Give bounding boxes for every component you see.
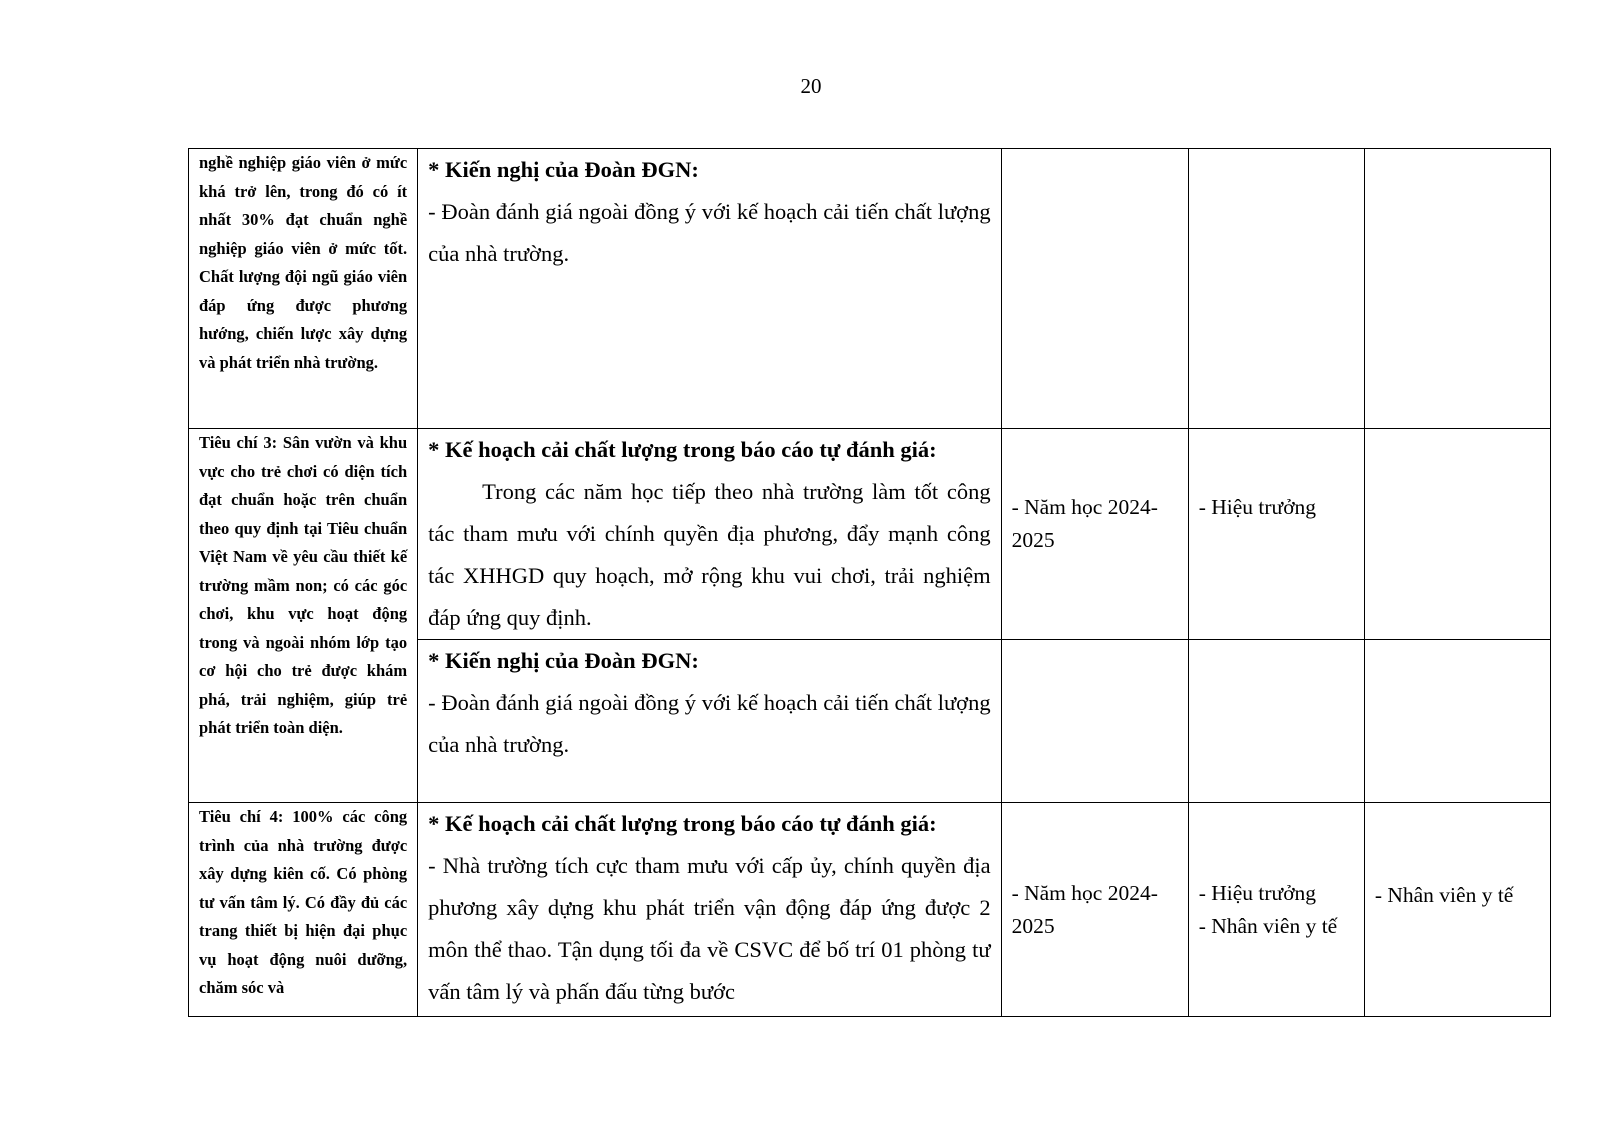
page-number: 20 <box>800 74 822 98</box>
responsible-cell <box>1188 803 1364 1017</box>
plan-heading: * Kiến nghị của Đoàn ĐGN: <box>428 157 699 182</box>
time-cell: - Năm học 2024-2025 <box>1001 429 1188 640</box>
criterion-cell: nghề nghiệp giáo viên ở mức khá trở lên, trong đó có ít nhất 30% đạt chuẩn nghề nghiệp giáo viên ở mức tốt. Chất lượng đội ngũ giáo viên đáp ứng được phương hướng, chiến lược xây dựng và phát triển nhà trường. <box>189 149 418 429</box>
table-row <box>189 803 1551 1017</box>
plan-text: - Nhà trường tích cực tham mưu với cấp ủy, chính quyền địa phương xây dựng khu phát triển vận động đáp ứng được 2 môn thể thao. Tận dụng tối đa về CSVC để bố trí 01 phòng tư vấn tâm lý và phấn đấu từng bước <box>428 853 991 1004</box>
time-cell: - Năm học 2024-2025 <box>1001 803 1188 1017</box>
responsible-cell <box>1188 149 1364 429</box>
support-cell: - Nhân viên y tế <box>1364 803 1550 1017</box>
responsible-cell: - Hiệu trưởng <box>1188 429 1364 640</box>
support-cell <box>1364 429 1550 640</box>
plan-cell <box>418 803 1001 1017</box>
plan-text: Trong các năm học tiếp theo nhà trường làm tốt công tác tham mưu với chính quyền địa phương, đẩy mạnh công tác XHHGD quy hoạch, mở rộng khu vui chơi, trải nghiệm đáp ứng quy định. <box>428 479 991 630</box>
responsible-item: - Nhân viên y tế <box>1198 913 1338 938</box>
criterion-cell: Tiêu chí 3: Sân vườn và khu vực cho trẻ chơi có diện tích đạt chuẩn hoặc trên chuẩn theo quy định tại Tiêu chuẩn Việt Nam về yêu cầu thiết kế trường mầm non; có các góc chơi, khu vực hoạt động trong và ngoài nhóm lớp tạo cơ hội cho trẻ được khám phá, trải nghiệm, giúp trẻ phát triển toàn diện. <box>189 429 418 803</box>
time-cell <box>1001 149 1188 429</box>
time-cell <box>1001 640 1188 803</box>
criterion-cell: Tiêu chí 4: 100% các công trình của nhà trường được xây dựng kiên cố. Có phòng tư vấn tâm lý. Có đầy đủ các trang thiết bị hiện đại phục vụ hoạt động nuôi dưỡng, chăm sóc và <box>189 803 418 1017</box>
support-cell <box>1364 640 1550 803</box>
responsible-cell <box>1188 640 1364 803</box>
support-cell <box>1364 149 1550 429</box>
table-row <box>189 149 1551 429</box>
plan-heading: * Kế hoạch cải chất lượng trong báo cáo tự đánh giá: <box>428 437 937 462</box>
plan-heading: * Kiến nghị của Đoàn ĐGN: <box>428 648 699 673</box>
plan-heading: * Kế hoạch cải chất lượng trong báo cáo tự đánh giá: <box>428 811 937 836</box>
plan-text: - Đoàn đánh giá ngoài đồng ý với kế hoạch cải tiến chất lượng của nhà trường. <box>428 199 991 266</box>
plan-text: - Đoàn đánh giá ngoài đồng ý với kế hoạch cải tiến chất lượng của nhà trường. <box>428 690 991 757</box>
plan-cell <box>418 149 1001 429</box>
plan-cell <box>418 429 1001 640</box>
responsible-item: - Hiệu trưởng <box>1198 880 1317 905</box>
plan-cell <box>418 640 1001 803</box>
improvement-plan-table <box>188 148 1551 1017</box>
table-row <box>189 429 1551 640</box>
